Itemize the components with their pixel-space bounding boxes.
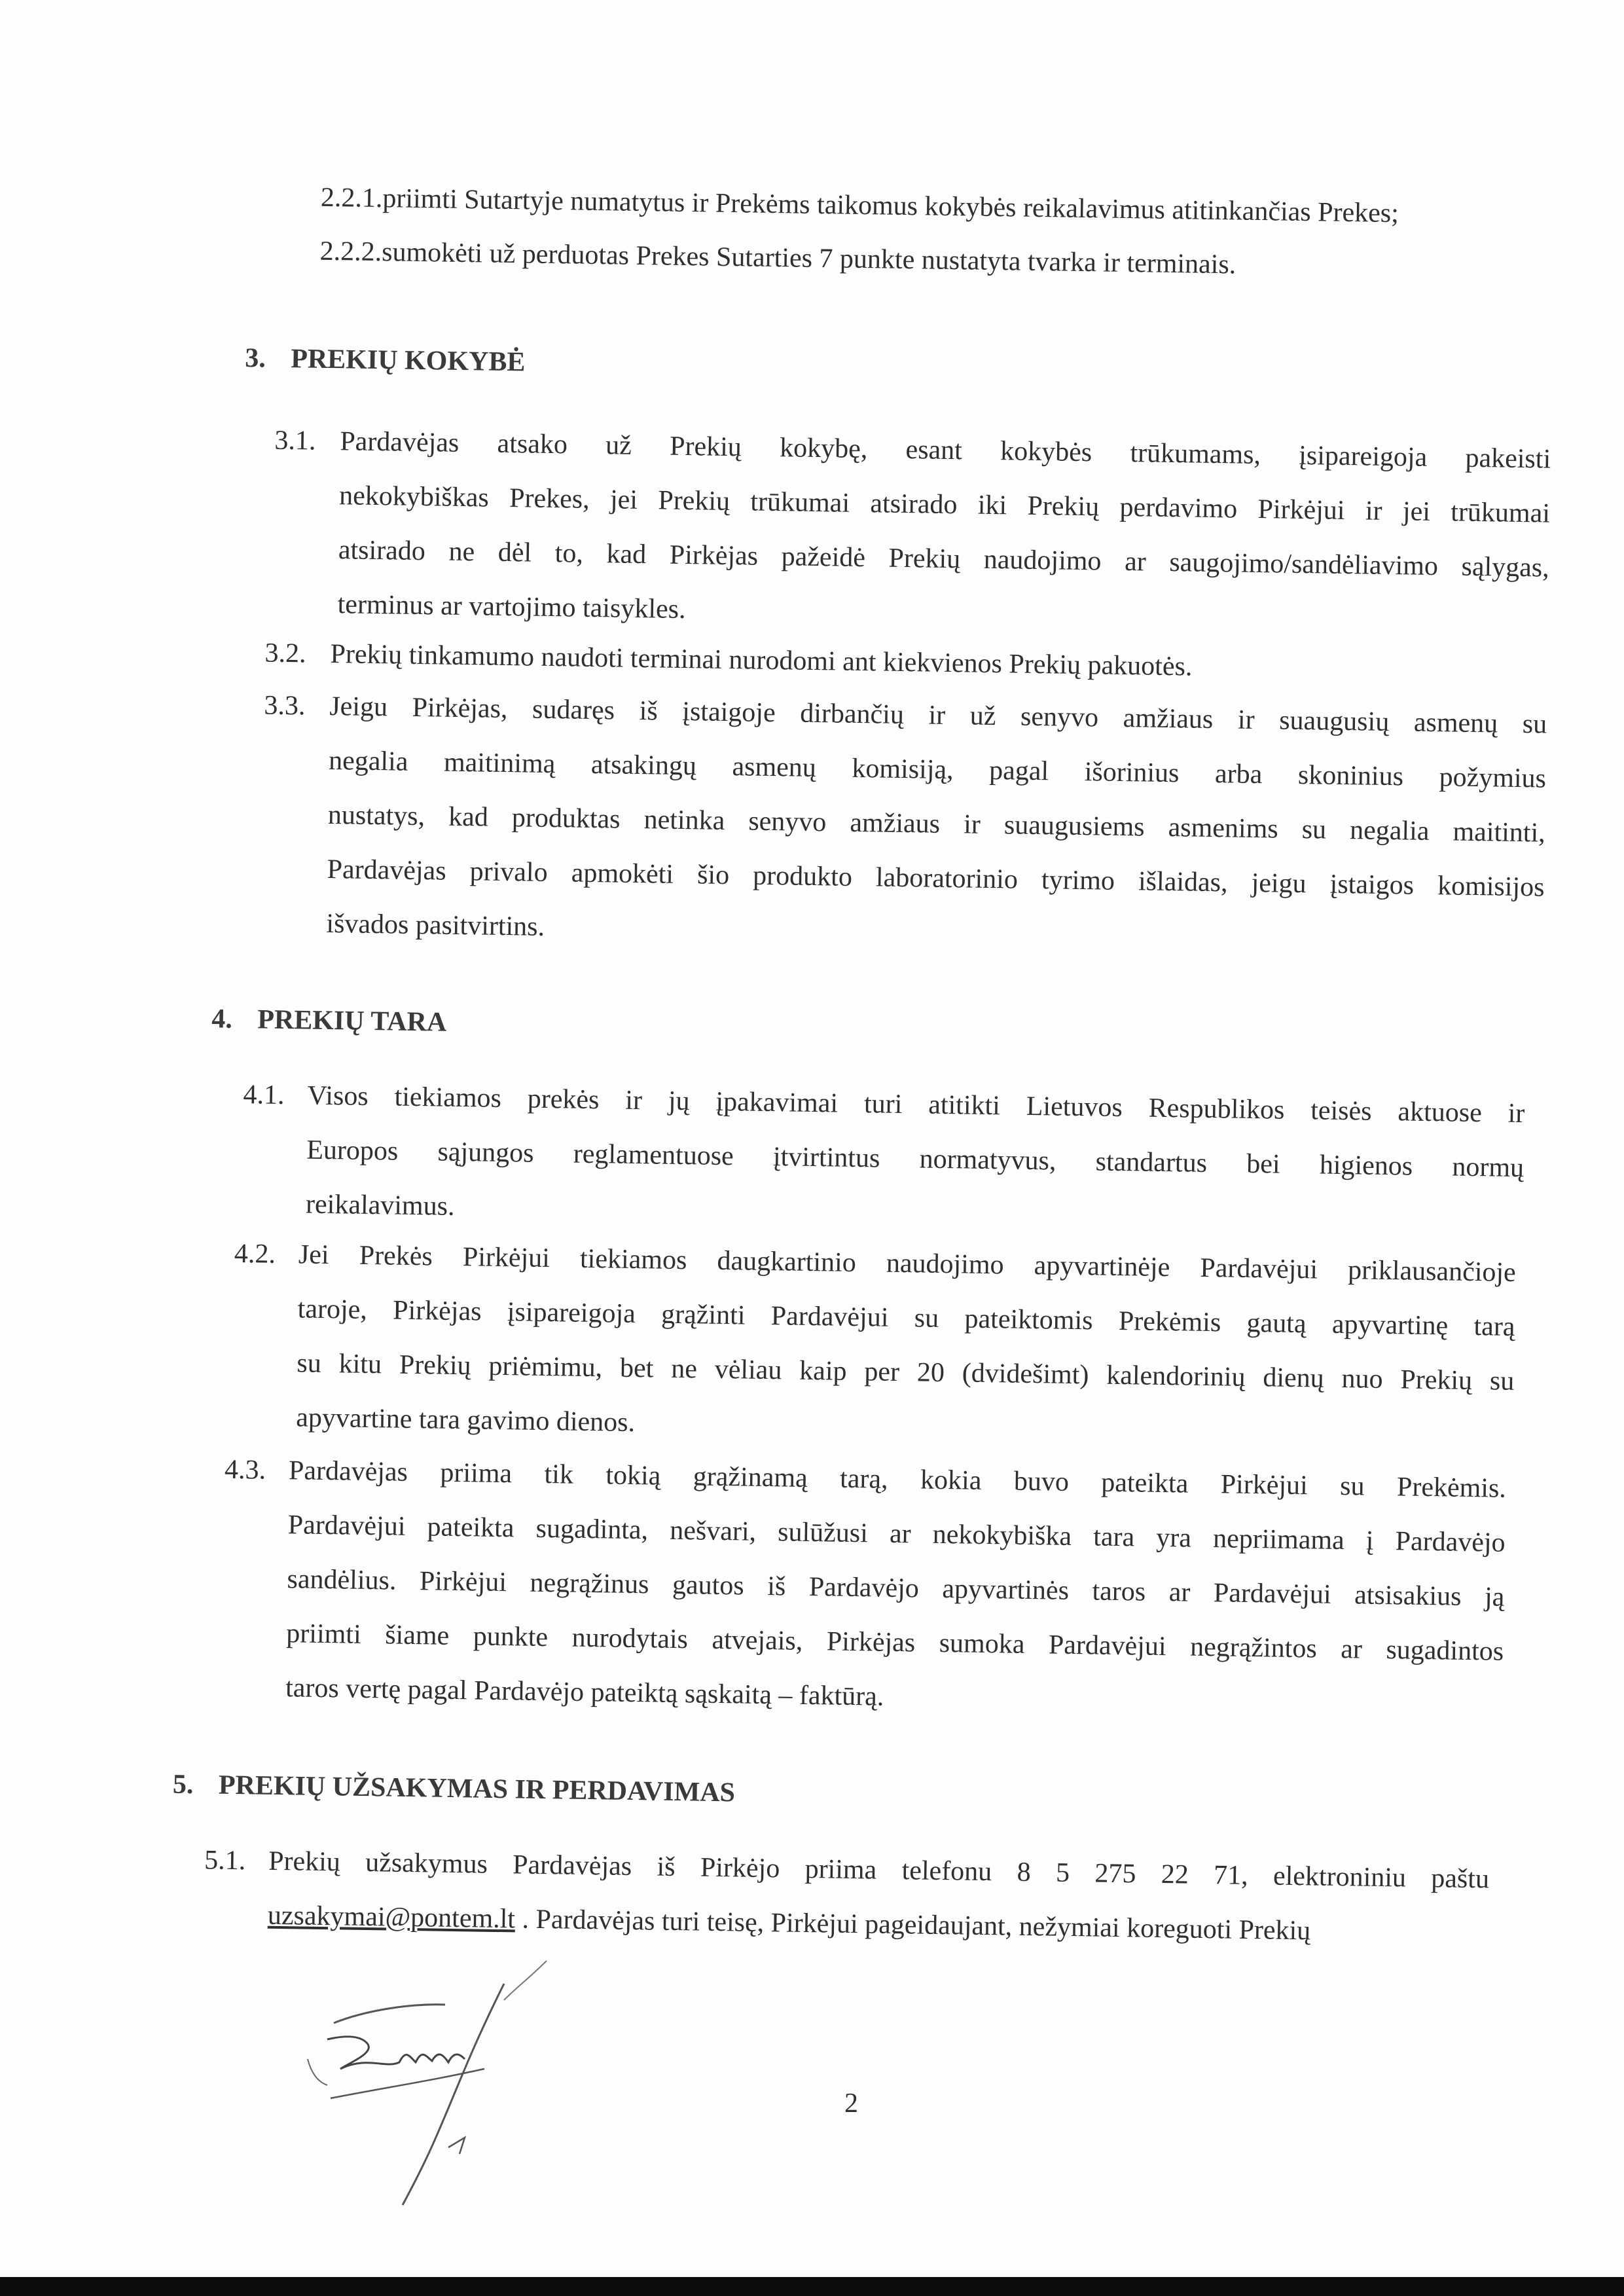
- clause-3-2-number: 3.2.: [264, 638, 306, 669]
- section-3-heading: [245, 342, 526, 378]
- signature-stroke: [308, 2059, 327, 2085]
- section-4-number: 4.: [211, 1004, 233, 1034]
- clause-3-1-line-2: nekokybiškas Prekes, jei Prekių trūkumai atsirado iki Prekių perdavimo Pirkėjui ir jei trūkumai: [338, 481, 1551, 529]
- section-5-heading: [173, 1768, 736, 1810]
- page-number: 2: [844, 2088, 858, 2119]
- signature-stroke: [448, 2138, 465, 2154]
- clause-3-1-line-4: terminus ar vartojimo taisykles.: [337, 589, 686, 625]
- clause-4-2-line-4: apyvartine tara gavimo dienos.: [295, 1402, 636, 1438]
- signature-stroke: [403, 1984, 504, 2205]
- signature-stroke: [331, 2069, 484, 2098]
- clause-3-3-line-5: išvados pasitvirtins.: [326, 908, 545, 942]
- clause-4-1-line-1: Visos tiekiamos prekės ir jų įpakavimai turi atitikti Lietuvos Respublikos teisės aktuose ir: [307, 1080, 1525, 1129]
- clause-4-2-line-2: taroje, Pirkėjas įsipareigoja grąžinti Pardavėjui su pateiktomis Prekėmis gautą apyvartinę tarą: [297, 1294, 1515, 1342]
- clause-4-2-line-3: su kitu Prekių priėmimu, bet ne vėliau kaip per 20 (dvidešimt) kalendorinių dienų nuo Prekių su: [297, 1348, 1515, 1396]
- clause-3-1-number: 3.1.: [274, 425, 316, 456]
- clause-4-3-line-3: sandėlius. Pirkėjui negrąžinus gautos iš Pardavėjo apyvartinės taros ar Pardavėjui atsisakius ją: [287, 1564, 1505, 1613]
- clause-5-1-number: 5.1.: [204, 1845, 246, 1876]
- clause-4-1-line-3: reikalavimus.: [305, 1189, 455, 1222]
- clause-3-2-line-1: Prekių tinkamumo naudoti terminai nurodomi ant kiekvienos Prekių pakuotės.: [330, 639, 1193, 682]
- clause-5-1-line-1: Prekių užsakymus Pardavėjas iš Pirkėjo priima telefonu 8 5 275 22 71, elektroniniu paštu: [268, 1846, 1490, 1895]
- clause-3-1-line-3: atsirado ne dėl to, kad Pirkėjas pažeidė Prekių naudojimo ar saugojimo/sandėliavimo sąlygas,: [338, 535, 1550, 583]
- clause-3-3-line-1: Jeigu Pirkėjas, sudaręs iš įstaigoje dirbančių ir už senyvo amžiaus ir suaugusių asmenų su: [329, 691, 1547, 740]
- clause-3-3-line-3: nustatys, kad produktas netinka senyvo amžiaus ir suaugusiems asmenims su negalia maitinti,: [327, 799, 1546, 848]
- clause-2-2-1: 2.2.1.priimti Sutartyje numatytus ir Prekėms taikomus kokybės reikalavimus atitinkančias Prekes;: [320, 182, 1399, 229]
- clause-4-3-number: 4.3.: [224, 1454, 266, 1485]
- order-email-link[interactable]: uzsakymai@pontem.lt: [267, 1900, 516, 1935]
- section-5-number: 5.: [172, 1769, 194, 1800]
- clause-4-1-number: 4.1.: [243, 1080, 285, 1111]
- clause-4-2-number: 4.2.: [234, 1238, 276, 1269]
- signature-stroke: [334, 2005, 445, 2023]
- clause-4-3-line-2: Pardavėjui pateikta sugadinta, nešvari, sulūžusi ar nekokybiška tara yra nepriimama į Pardavėjo: [287, 1510, 1506, 1558]
- clause-4-3-line-4: priimti šiame punkte nurodytais atvejais, Pirkėjas sumoka Pardavėjui negrąžintos ar sugadintos: [286, 1618, 1504, 1667]
- clause-4-1-line-2: Europos sąjungos reglamentuose įtvirtintus normatyvus, standartus bei higienos normų: [306, 1135, 1525, 1184]
- signature-stroke: [504, 1961, 547, 2000]
- clause-4-2-line-1: Jei Prekės Pirkėjui tiekiamos daugkartinio naudojimo apyvartinėje Pardavėjui priklausančioje: [298, 1239, 1517, 1288]
- clause-3-3-line-4: Pardavėjas privalo apmokėti šio produkto laboratorinio tyrimo išlaidas, jeigu įstaigos komisijos: [327, 854, 1545, 903]
- scan-edge-bar: [0, 2277, 1624, 2296]
- section-3-number: 3.: [244, 343, 266, 374]
- clause-5-1-line-2: [268, 1899, 1311, 1948]
- section-4-heading: [211, 1002, 447, 1038]
- handwritten-signature: [288, 1958, 628, 2219]
- section-3-title: PREKIŲ KOKYBĖ: [290, 344, 526, 378]
- clause-2-2-2: 2.2.2.sumokėti už perduotas Prekes Sutarties 7 punkte nustatyta tvarka ir terminais.: [319, 236, 1236, 280]
- clause-5-1-line-2-text: . Pardavėjas turi teisę, Pirkėjui pageidaujant, nežymiai koreguoti Prekių: [514, 1904, 1311, 1946]
- clause-3-3-line-2: negalia maitinimą atsakingų asmenų komisiją, pagal išorinius arba skoninius požymius: [328, 746, 1547, 794]
- clause-4-3-line-1: Pardavėjas priima tik tokią grąžinamą tarą, kokia buvo pateikta Pirkėjui su Prekėmis.: [288, 1455, 1507, 1504]
- section-5-title: PREKIŲ UŽSAKYMAS IR PERDAVIMAS: [218, 1770, 736, 1808]
- clause-4-3-line-5: taros vertę pagal Pardavėjo pateiktą sąskaitą – faktūrą.: [285, 1673, 884, 1712]
- clause-3-3-number: 3.3.: [264, 690, 306, 721]
- section-4-title: PREKIŲ TARA: [257, 1004, 447, 1038]
- signature-stroke: [327, 2037, 465, 2069]
- clause-3-1-line-1: Pardavėjas atsako už Prekių kokybę, esant kokybės trūkumams, įsipareigoja pakeisti: [340, 426, 1551, 475]
